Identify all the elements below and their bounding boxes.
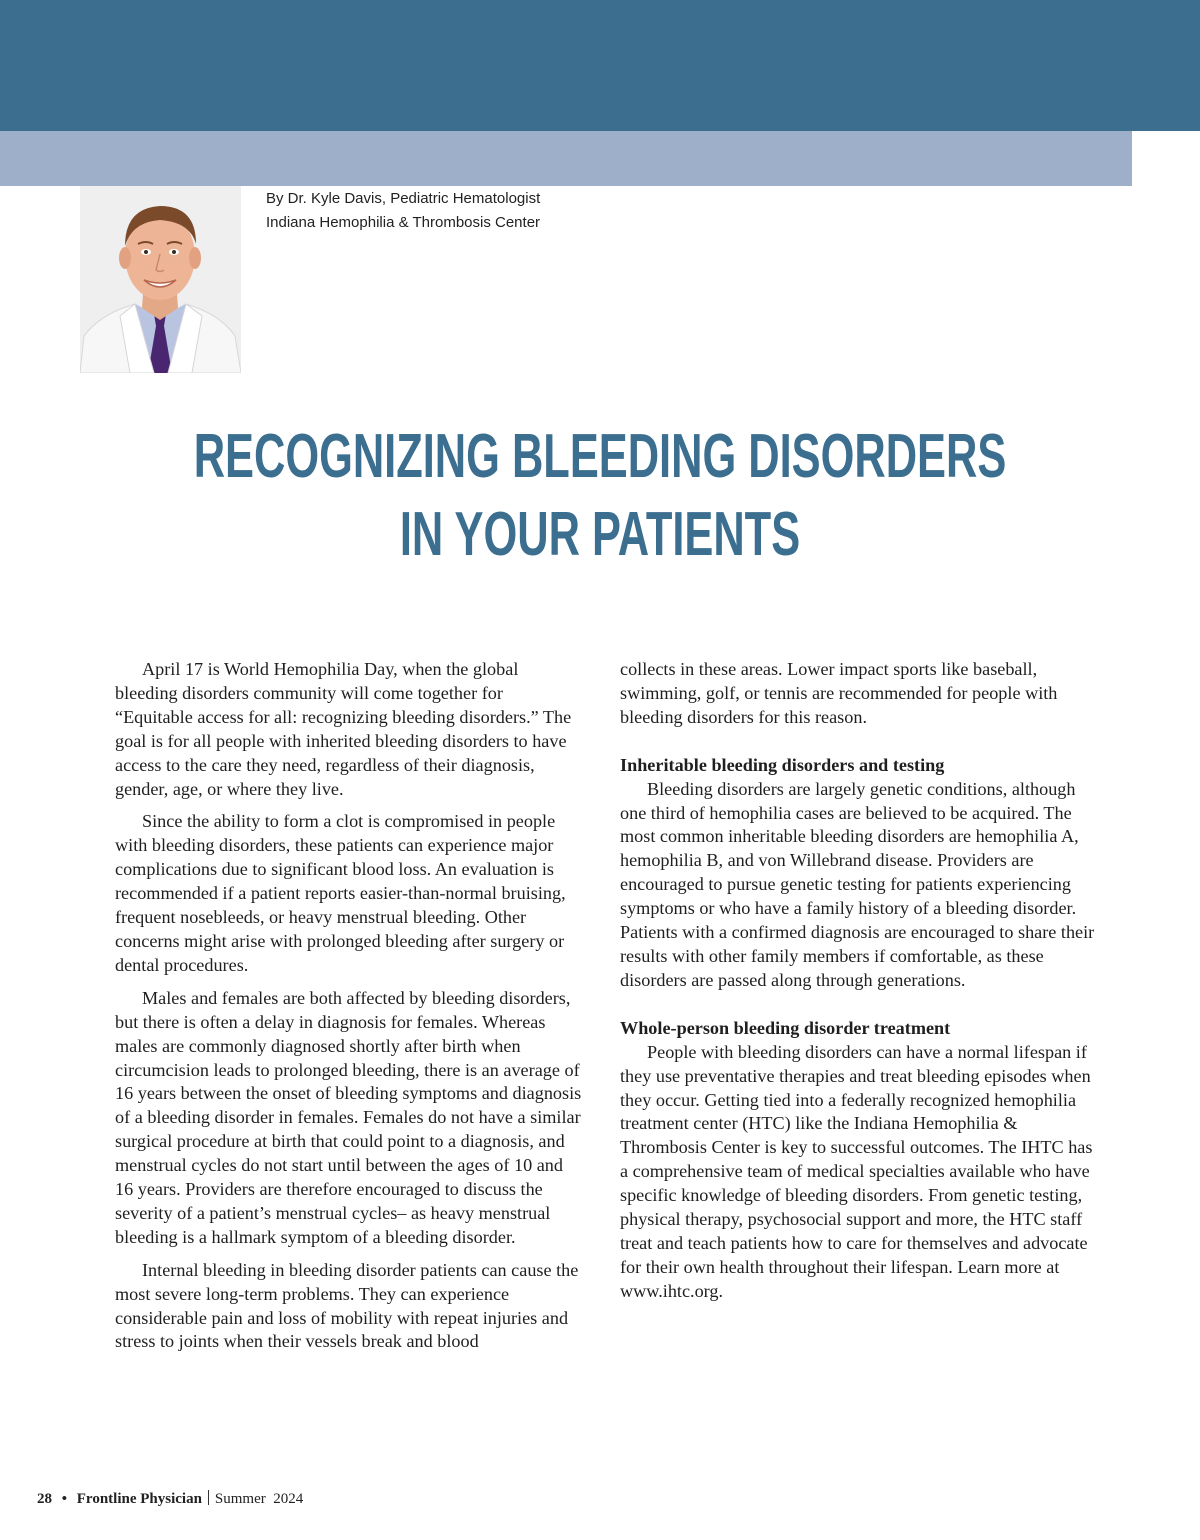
publication-name: Frontline Physician <box>76 1491 202 1507</box>
footer-divider <box>208 1490 209 1505</box>
paragraph-diagnosis-delay: Males and females are both affected by bleeding disorders, but there is often a delay in diagnosis for females. Whereas males are commonly diagnosed shortly after birth when circumcision leads to prolonged bleeding, there is an average of 16 years between the onset of bleeding symptoms and diagnosis of a bleeding disorder in females. Females do not have a similar surgical procedure at birth that could point to a diagnosis, and menstrual cycles do not start until between the ages of 10 and 16 years. Providers are therefore encouraged to discuss the severity of a patient’s menstrual cycles– as heavy menstrual bleeding is a hallmark symptom of a bleeding disorder. <box>115 987 582 1247</box>
header-banner-light <box>0 131 1132 186</box>
page-number: 28 <box>37 1491 52 1507</box>
paragraph-clotting: Since the ability to form a clot is compromised in people with bleeding disorders, these patients can experience major complications due to significant blood loss. An evaluation is recommended if a patient reports easier-than-normal bruising, frequent nosebleeds, or heavy menstrual bleeding. Other concerns might arise with prolonged bleeding after surgery or dental procedures. <box>115 811 566 975</box>
header-banner-dark <box>0 0 1200 131</box>
left-column <box>115 658 585 1363</box>
author-photo <box>80 186 241 373</box>
paragraph-internal-bleeding: Internal bleeding in bleeding disorder patients can cause the most severe long-term problems. They can experience considerable pain and loss of mobility with repeat injuries and stress to joints when their vessels break and blood <box>115 1259 579 1352</box>
author-byline <box>266 187 540 235</box>
heading-whole-person-treatment: Whole-person bleeding disorder treatment <box>620 1017 951 1038</box>
byline-affiliation: Indiana Hemophilia & Thrombosis Center <box>266 214 541 231</box>
title-line-2: IN YOUR PATIENTS <box>399 500 801 569</box>
page-footer <box>37 1489 303 1509</box>
article-title <box>180 418 1020 574</box>
byline-author: By Dr. Kyle Davis, Pediatric Hematologist <box>266 190 541 207</box>
heading-inheritable-disorders: Inheritable bleeding disorders and testing <box>620 754 945 775</box>
paragraph-continuation: collects in these areas. Lower impact sports like baseball, swimming, golf, or tennis are recommended for people with bleeding disorders for this reason. <box>620 659 1058 727</box>
paragraph-intro: April 17 is World Hemophilia Day, when the global bleeding disorders community will come together for “Equitable access for all: recognizing bleeding disorders.” The goal is for all people with inherited bleeding disorders to have access to the care they need, regardless of their diagnosis, gender, age, or where they live. <box>115 659 572 799</box>
paragraph-inheritable-disorders: Bleeding disorders are largely genetic conditions, although one third of hemophilia cases are believed to be acquired. The most common inheritable bleeding disorders are hemophilia A, hemophilia B, and von Willebrand disease. Providers are encouraged to pursue genetic testing for patients experiencing symptoms or who have a family history of a bleeding disorder. Patients with a confirmed diagnosis are encouraged to share their results with other family members if comfortable, as these disorders are passed along through generations. <box>620 778 1095 990</box>
paragraph-whole-person-treatment: People with bleeding disorders can have a normal lifespan if they use preventative therapies and treat bleeding episodes when they occur. Getting tied into a federally recognized hemophilia treatment center (HTC) like the Indiana Hemophilia & Thrombosis Center is key to successful outcomes. The IHTC has a comprehensive team of medical specialties available who have specific knowledge of bleeding disorders. From genetic testing, physical therapy, psychosocial support and more, the HTC staff treat and teach patients how to care for themselves and advocate for their own health throughout their lifespan. Learn more at www.ihtc.org. <box>620 1041 1093 1301</box>
title-line-1: RECOGNIZING BLEEDING DISORDERS <box>193 422 1007 491</box>
footer-bullet: • <box>61 1491 68 1507</box>
right-column <box>620 658 1095 1328</box>
issue-date: Summer 2024 <box>214 1491 304 1507</box>
